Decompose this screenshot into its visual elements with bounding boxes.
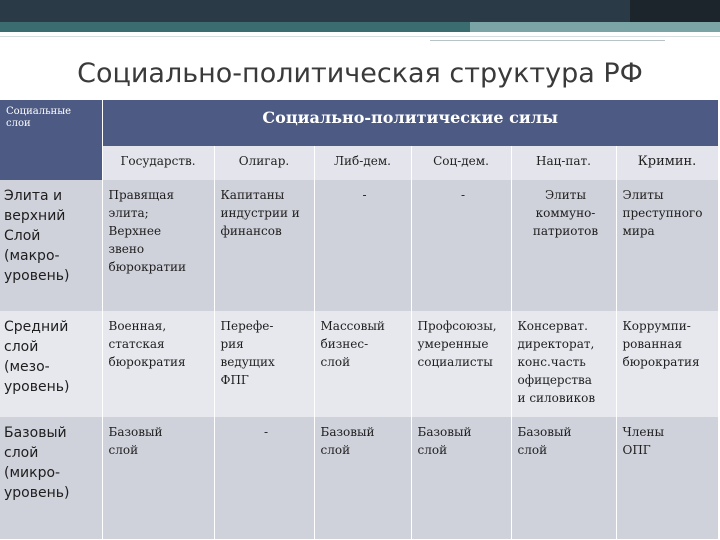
header-row [0, 100, 718, 146]
decor-line [0, 36, 720, 37]
corner-header [0, 100, 102, 180]
teal-decor-bar-left [0, 22, 470, 32]
table-cell: Перефе- рия ведущих ФПГ [214, 311, 314, 417]
table-cell: Профсоюзы, умеренные социалисты [411, 311, 511, 417]
table-cell: Капитаны индустрии и финансов [214, 180, 314, 311]
column-header: Нац-пат. [511, 146, 616, 180]
table-cell: - [314, 180, 411, 311]
table-row [0, 311, 718, 417]
table-cell: Массовый бизнес- слой [314, 311, 411, 417]
column-header: Государств. [102, 146, 214, 180]
top-decor-bar-right [630, 0, 720, 22]
table-cell: - [214, 417, 314, 539]
column-header: Соц-дем. [411, 146, 511, 180]
table-row [0, 180, 718, 311]
table-cell: Элиты преступного мира [616, 180, 718, 311]
teal-decor-bar-right [470, 22, 720, 32]
table-cell: - [411, 180, 511, 311]
table-cell: Правящая элита; Верхнее звено бюрократии [102, 180, 214, 311]
table-cell: Базовый слой [511, 417, 616, 539]
table-row [0, 417, 718, 539]
table-cell: Консерват. директорат, конс.часть офицерства и силовиков [511, 311, 616, 417]
table-cell: Базовый слой [102, 417, 214, 539]
column-header: Либ-дем. [314, 146, 411, 180]
row-label: Базовый слой (микро- уровень) [0, 417, 102, 539]
row-label: Элита и верхний Слой (макро- уровень) [0, 180, 102, 311]
slide-title: Социально-политическая структура РФ [77, 58, 643, 89]
table-cell: Члены ОПГ [616, 417, 718, 539]
table-cell: Базовый слой [411, 417, 511, 539]
social-political-table [0, 100, 719, 539]
column-header: Кримин. [616, 146, 718, 180]
top-decor-bar [0, 0, 720, 22]
main-header: Социально-политические силы [102, 100, 718, 146]
subheader-row [0, 146, 718, 180]
decor-line-short [430, 40, 665, 41]
column-header: Олигар. [214, 146, 314, 180]
corner-header-text: Социальные слои [6, 106, 72, 129]
row-label: Средний слой (мезо- уровень) [0, 311, 102, 417]
table-cell: Базовый слой [314, 417, 411, 539]
table-cell: Элиты коммуно- патриотов [511, 180, 616, 311]
table-cell: Военная, статская бюрократия [102, 311, 214, 417]
table-cell: Коррумпи- рованная бюрократия [616, 311, 718, 417]
